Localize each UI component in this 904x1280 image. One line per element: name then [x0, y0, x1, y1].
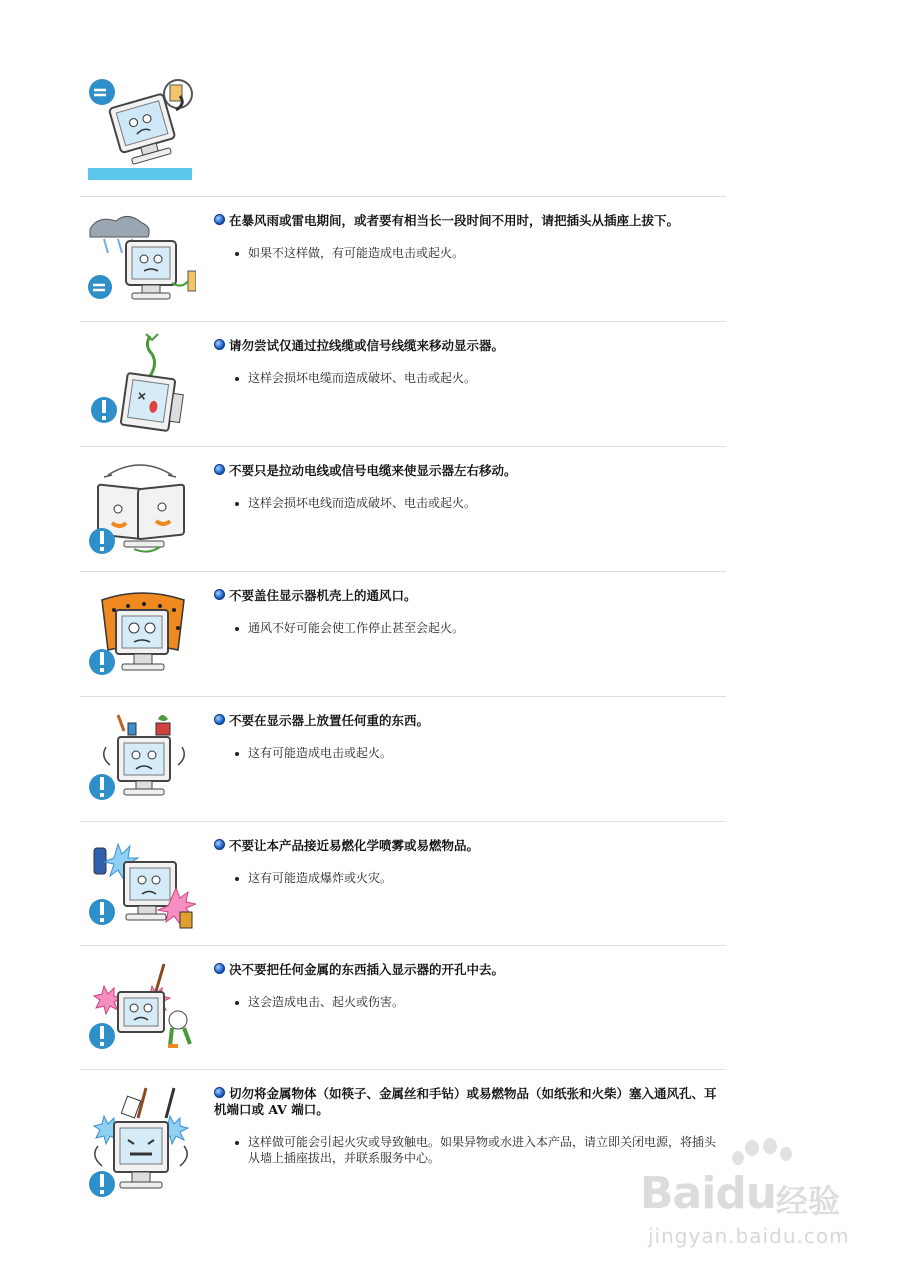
- bullet-dot-icon: [235, 877, 239, 881]
- item-heading: 不要只是拉动电线或信号电缆来使显示器左右移动。: [214, 463, 720, 479]
- bullet-dot-icon: [235, 627, 239, 631]
- swing-monitor-illustration: [84, 457, 196, 561]
- bullet-dot-icon: [235, 1001, 239, 1005]
- item-note: 通风不好可能会使工作停止甚至会起火。: [248, 620, 718, 636]
- item-note: 这有可能造成电击或起火。: [248, 745, 718, 761]
- bullet-circle-icon: [214, 464, 225, 475]
- metal-insert-illustration: [84, 956, 196, 1060]
- bullet-circle-icon: [214, 589, 225, 600]
- item-note: 这会造成电击、起火或伤害。: [248, 994, 718, 1010]
- item-heading: 不要在显示器上放置任何重的东西。: [214, 713, 720, 729]
- item-note: 这有可能造成爆炸或火灾。: [248, 870, 718, 886]
- foreign-object-illustration: [84, 1080, 196, 1204]
- storm-unplug-illustration: [84, 207, 196, 311]
- safety-item: [80, 196, 726, 321]
- bullet-dot-icon: [235, 752, 239, 756]
- watermark-cn: 经验: [776, 1182, 841, 1220]
- item-heading: 在暴风雨或雷电期间，或者要有相当长一段时间不用时，请把插头从插座上拔下。: [214, 213, 720, 229]
- safety-item: [80, 1069, 726, 1210]
- safety-item: [80, 696, 726, 821]
- safety-item: [80, 571, 726, 696]
- bullet-circle-icon: [214, 963, 225, 974]
- safety-item: [80, 945, 726, 1070]
- bullet-dot-icon: [235, 377, 239, 381]
- item-heading: 决不要把任何金属的东西插入显示器的开孔中去。: [214, 962, 720, 978]
- item-heading: 不要让本产品接近易燃化学喷雾或易燃物品。: [214, 838, 720, 854]
- item-note: 如果不这样做，有可能造成电击或起火。: [248, 245, 718, 261]
- item-heading: 切勿将金属物体（如筷子、金属丝和手钻）或易燃物品（如纸张和火柴）塞入通风孔、耳机端口或 AV 端口。: [214, 1086, 717, 1117]
- safety-item: [80, 321, 726, 446]
- item-heading: 请勿尝试仅通过拉线缆或信号线缆来移动显示器。: [214, 338, 720, 354]
- bullet-circle-icon: [214, 839, 225, 850]
- flammable-spray-illustration: [84, 832, 196, 936]
- bullet-circle-icon: [214, 214, 225, 225]
- bullet-circle-icon: [214, 1087, 225, 1098]
- item-note: 这样做可能会引起火灾或导致触电。如果异物或水进入本产品，请立即关闭电源，将插头从墙上插座拔出，并联系服务中心。: [248, 1134, 718, 1166]
- watermark-brand: Baidu: [640, 1168, 777, 1219]
- covered-vent-illustration: [84, 582, 196, 686]
- item-heading: 不要盖住显示器机壳上的通风口。: [214, 588, 720, 604]
- heavy-objects-illustration: [84, 707, 196, 811]
- baidu-watermark: [640, 1138, 870, 1248]
- bullet-dot-icon: [235, 252, 239, 256]
- safety-item: [80, 446, 726, 571]
- item-note: 这样会损坏电缆而造成破坏、电击或起火。: [248, 370, 718, 386]
- safety-item: [80, 821, 726, 946]
- watermark-url: jingyan.baidu.com: [648, 1224, 850, 1248]
- bullet-dot-icon: [235, 1141, 239, 1145]
- pull-cable-illustration: [84, 332, 196, 436]
- unplug-illustration: [88, 70, 194, 182]
- bullet-dot-icon: [235, 502, 239, 506]
- item-note: 这样会损坏电线而造成破坏、电击或起火。: [248, 495, 718, 511]
- bullet-circle-icon: [214, 714, 225, 725]
- bullet-circle-icon: [214, 339, 225, 350]
